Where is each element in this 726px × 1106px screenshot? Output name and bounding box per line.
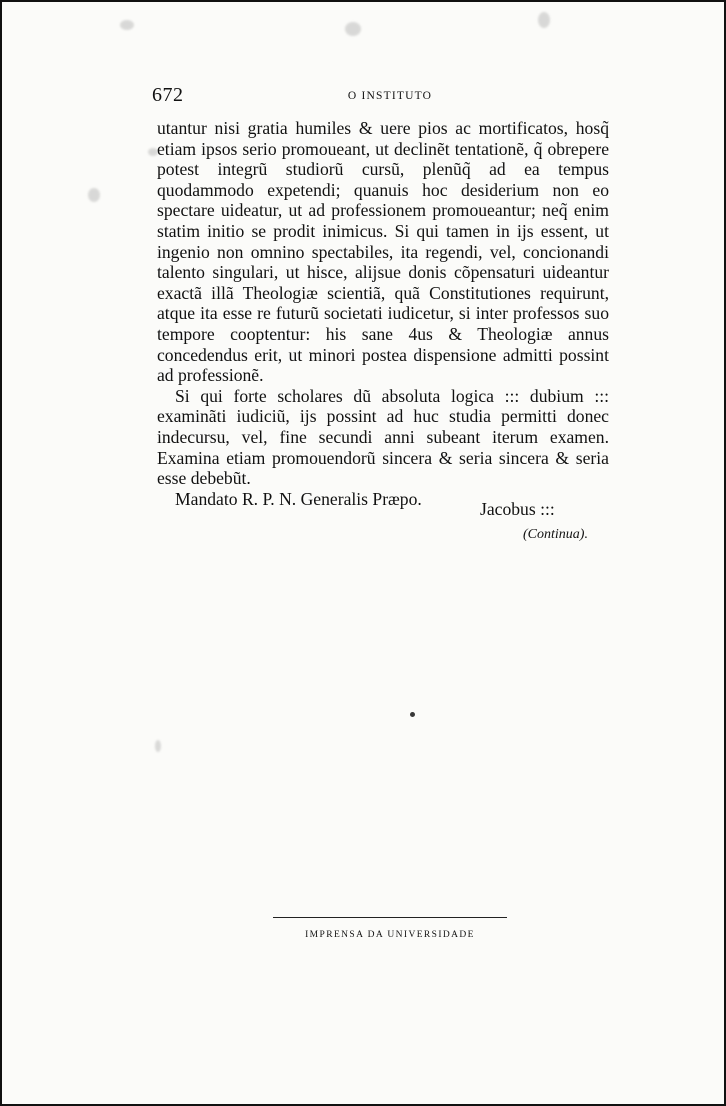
running-title: O INSTITUTO [347,90,433,102]
scan-speck [410,712,415,717]
page-number: 672 [152,84,184,106]
signature-name: Jacobus ::: [480,499,555,519]
mandate-line: Mandato R. P. N. Generalis Præpo. [175,488,422,509]
body-paragraph: utantur nisi gratia humiles & uere pios ac mortificatos, hosq̃ etiam ipsos serio promoueant, ut declinẽt tentationẽ, q̃ obrepere potest integrũ studiorũ cursũ, plenũq̃ ad ea tempus quodammodo expetendi; quanuis hoc desiderium non eo spectare uideatur, ut ad professionem promoueantur; neq̃ enim statim initio se prodit inimicus. Si qui tamen in ijs essent, ut ingenio non omnino spectabiles, ita regendi, vel, concionandi talento singulari, ut hisce, alijsue donis cõpensaturi uideantur exactã illã Theologiæ scientiã, quã Constitutiones requirunt, atque ita esse re futurũ societati iudicetur, si inter professos suo tempore cooptentur: his sane 4us & Theologiæ annus concedendus erit, ut minori postea dispensione admitti possint ad professionẽ. [157,118,609,386]
main-text [157,118,609,509]
continuation-note: (Continua). [523,527,588,542]
scan-speck [155,740,161,752]
scan-speck [88,188,100,202]
footer-rule [273,917,507,918]
scan-speck [538,12,550,28]
body-paragraph: Si qui forte scholares dũ absoluta logica ::: dubium ::: examinãti iudiciũ, ijs possint ad huc studia permitti donec indecursu, vel, fine secundi anni subeant iterum examen. Examina etiam promouendorũ sincera & seria sincera & seria esse debebũt. [157,385,609,489]
printer-imprint: IMPRENSA DA UNIVERSIDADE [305,930,475,940]
scan-speck [120,20,134,30]
scan-speck [345,22,361,36]
